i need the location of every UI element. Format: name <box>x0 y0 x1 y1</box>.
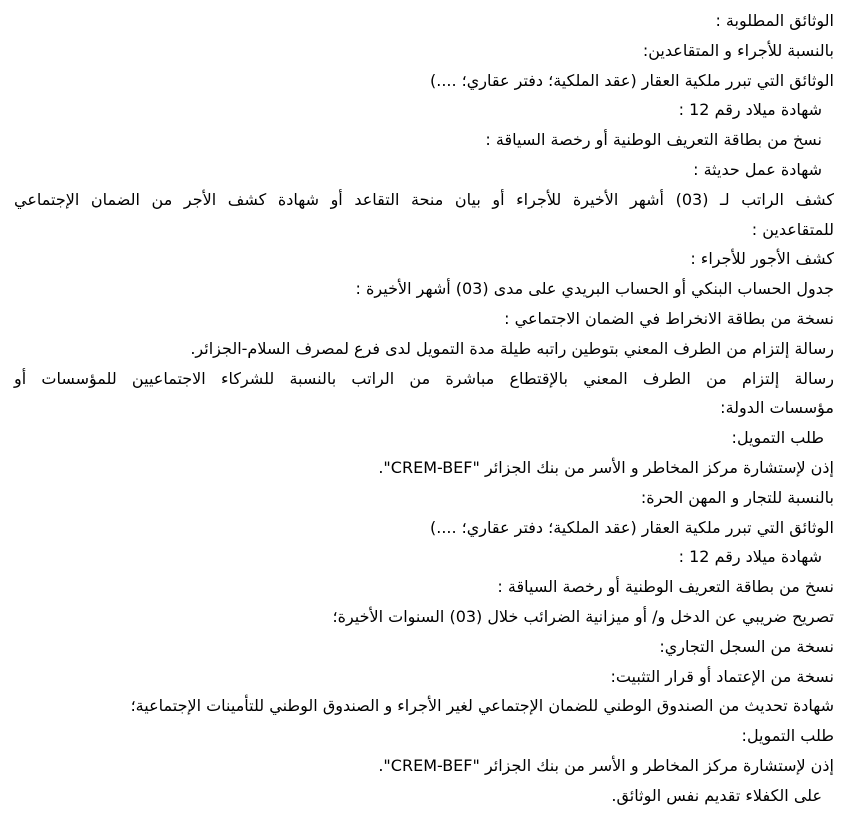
list-item: شهادة ميلاد رقم 12 : <box>678 547 822 567</box>
list-item: نسخة من السجل التجاري: <box>659 636 834 656</box>
list-item: رسالة إلتزام من الطرف المعني بتوطين راتبه طيلة مدة التمويل لدى فرع لمصرف السلام-الجزائر. <box>190 338 834 358</box>
list-item: طلب التمويل: <box>731 428 824 448</box>
list-item-continuation: مؤسسات الدولة: <box>720 398 834 418</box>
section-heading-employees-retirees: بالنسبة للأجراء و المتقاعدين: <box>642 40 834 60</box>
list-item: نسخة من الإعتماد أو قرار التثبيت: <box>610 666 834 686</box>
list-item: الوثائق التي تبرر ملكية العقار (عقد الملكية؛ دفتر عقاري؛ ....) <box>430 517 834 537</box>
list-item-continuation: للمتقاعدين : <box>751 219 834 239</box>
list-item: شهادة عمل حديثة : <box>693 159 822 179</box>
list-item: شهادة ميلاد رقم 12 : <box>678 100 822 120</box>
list-item: نسخ من بطاقة التعريف الوطنية أو رخصة السياقة : <box>497 577 834 597</box>
list-item: شهادة تحديث من الصندوق الوطني للضمان الإجتماعي لغير الأجراء و الصندوق الوطني للتأمينات الإجتماعية؛ <box>130 696 834 716</box>
list-item: جدول الحساب البنكي أو الحساب البريدي على مدى (03) أشهر الأخيرة : <box>355 279 834 299</box>
section-heading-merchants-professions: بالنسبة للتجار و المهن الحرة: <box>640 487 834 507</box>
list-item: نسخ من بطاقة التعريف الوطنية أو رخصة السياقة : <box>485 130 822 150</box>
list-item: إذن لإستشارة مركز المخاطر و الأسر من بنك الجزائر "CREM-BEF". <box>378 755 834 775</box>
list-item: تصريح ضريبي عن الدخل و/ أو ميزانية الضرائب خلال (03) السنوات الأخيرة؛ <box>332 606 834 626</box>
list-item: كشف الراتب لـ (03) أشهر الأخيرة للأجراء أو بيان منحة التقاعد أو شهادة كشف الأجر من الضمان الإجتماعي <box>14 189 834 209</box>
closing-note: على الكفلاء تقديم نفس الوثائق. <box>611 785 822 805</box>
list-item: الوثائق التي تبرر ملكية العقار (عقد الملكية؛ دفتر عقاري؛ ....) <box>430 70 834 90</box>
list-item: نسخة من بطاقة الانخراط في الضمان الاجتماعي : <box>504 308 834 328</box>
heading-required-documents: الوثائق المطلوبة : <box>715 11 834 30</box>
document-body <box>0 6 856 828</box>
list-item: طلب التمويل: <box>741 726 834 746</box>
list-item: كشف الأجور للأجراء : <box>690 249 834 269</box>
list-item: إذن لإستشارة مركز المخاطر و الأسر من بنك الجزائر "CREM-BEF". <box>378 457 834 477</box>
list-item: رسالة إلتزام من الطرف المعني بالإقتطاع مباشرة من الراتب بالنسبة للشركاء الاجتماعيين للمؤسسات أو <box>14 368 834 388</box>
